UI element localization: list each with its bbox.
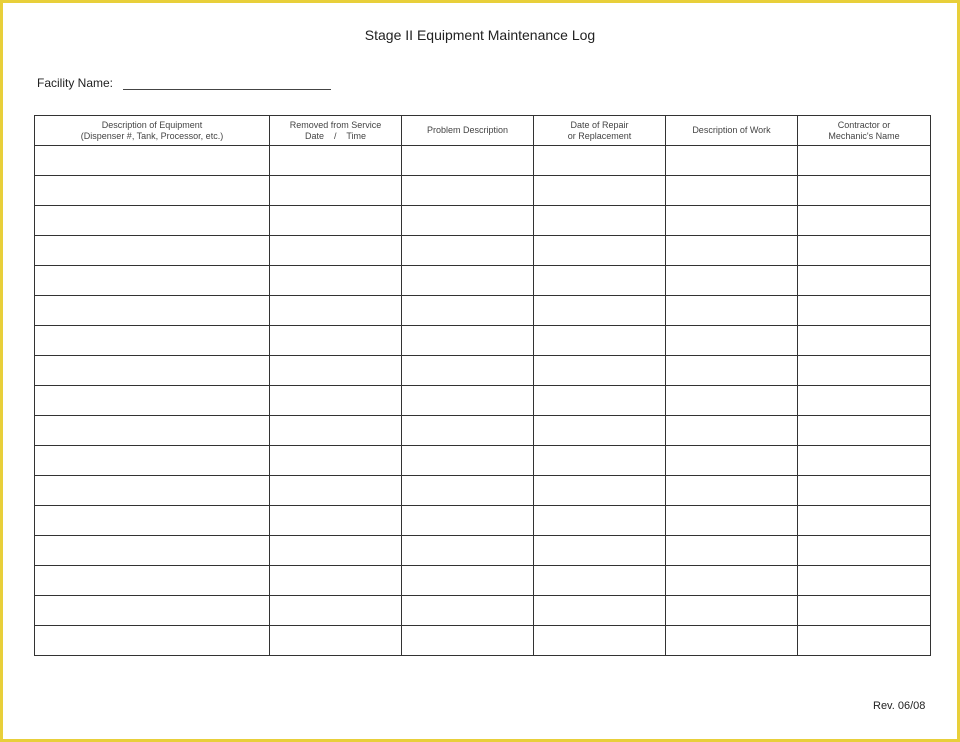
contractor-cell[interactable] (798, 236, 931, 266)
facility-name-blank-line[interactable] (123, 77, 331, 90)
work-cell[interactable] (666, 626, 798, 656)
header-problem-description (402, 116, 534, 146)
removed-cell[interactable] (270, 416, 402, 446)
repair-date-cell[interactable] (534, 206, 666, 236)
removed-cell[interactable] (270, 176, 402, 206)
table-row (35, 356, 931, 386)
contractor-cell[interactable] (798, 506, 931, 536)
problem-cell[interactable] (402, 536, 534, 566)
work-cell[interactable] (666, 266, 798, 296)
header-line: or Replacement (567, 130, 632, 141)
removed-cell[interactable] (270, 236, 402, 266)
work-cell[interactable] (666, 476, 798, 506)
contractor-cell[interactable] (798, 356, 931, 386)
work-cell[interactable] (666, 326, 798, 356)
header-line: Description of Work (692, 125, 771, 135)
header-line: Contractor or (837, 119, 891, 130)
equipment-cell[interactable] (35, 536, 270, 566)
table-row (35, 446, 931, 476)
contractor-cell[interactable] (798, 206, 931, 236)
facility-name-label: Facility Name: (37, 76, 114, 90)
equipment-cell[interactable] (35, 386, 270, 416)
table-row (35, 596, 931, 626)
work-cell[interactable] (666, 146, 798, 176)
repair-date-cell[interactable] (534, 596, 666, 626)
contractor-cell[interactable] (798, 416, 931, 446)
removed-cell[interactable] (270, 296, 402, 326)
removed-cell[interactable] (270, 356, 402, 386)
contractor-cell[interactable] (798, 476, 931, 506)
removed-cell[interactable] (270, 146, 402, 176)
header-equipment-description (35, 116, 270, 146)
problem-cell[interactable] (402, 626, 534, 656)
table-row (35, 146, 931, 176)
equipment-cell[interactable] (35, 476, 270, 506)
table-row (35, 476, 931, 506)
repair-date-cell[interactable] (534, 266, 666, 296)
repair-date-cell[interactable] (534, 506, 666, 536)
repair-date-cell[interactable] (534, 476, 666, 506)
problem-cell[interactable] (402, 326, 534, 356)
contractor-cell[interactable] (798, 536, 931, 566)
facility-name-field (37, 76, 331, 90)
repair-date-cell[interactable] (534, 386, 666, 416)
repair-date-cell[interactable] (534, 626, 666, 656)
equipment-cell[interactable] (35, 596, 270, 626)
table-row (35, 206, 931, 236)
problem-cell[interactable] (402, 356, 534, 386)
removed-cell[interactable] (270, 626, 402, 656)
header-removed-from-service (270, 116, 402, 146)
equipment-cell[interactable] (35, 176, 270, 206)
removed-cell[interactable] (270, 386, 402, 416)
equipment-cell[interactable] (35, 206, 270, 236)
problem-cell[interactable] (402, 146, 534, 176)
contractor-cell[interactable] (798, 446, 931, 476)
equipment-cell[interactable] (35, 266, 270, 296)
removed-cell[interactable] (270, 446, 402, 476)
removed-cell[interactable] (270, 206, 402, 236)
repair-date-cell[interactable] (534, 416, 666, 446)
work-cell[interactable] (666, 176, 798, 206)
removed-cell[interactable] (270, 566, 402, 596)
header-line: Description of Equipment (101, 119, 203, 130)
removed-cell[interactable] (270, 506, 402, 536)
work-cell[interactable] (666, 416, 798, 446)
maintenance-log-table (34, 115, 931, 656)
equipment-cell[interactable] (35, 506, 270, 536)
contractor-cell[interactable] (798, 296, 931, 326)
removed-cell[interactable] (270, 476, 402, 506)
problem-cell[interactable] (402, 416, 534, 446)
equipment-cell[interactable] (35, 626, 270, 656)
header-contractor-name (798, 116, 931, 146)
table-row (35, 236, 931, 266)
revision-label: Rev. 06/08 (873, 700, 926, 712)
contractor-cell[interactable] (798, 596, 931, 626)
table-row (35, 386, 931, 416)
repair-date-cell[interactable] (534, 296, 666, 326)
repair-date-cell[interactable] (534, 326, 666, 356)
repair-date-cell[interactable] (534, 236, 666, 266)
work-cell[interactable] (666, 566, 798, 596)
problem-cell[interactable] (402, 236, 534, 266)
removed-cell[interactable] (270, 326, 402, 356)
table-row (35, 506, 931, 536)
repair-date-cell[interactable] (534, 146, 666, 176)
problem-cell[interactable] (402, 446, 534, 476)
equipment-cell[interactable] (35, 566, 270, 596)
problem-cell[interactable] (402, 206, 534, 236)
equipment-cell[interactable] (35, 236, 270, 266)
work-cell[interactable] (666, 296, 798, 326)
table-row (35, 296, 931, 326)
equipment-cell[interactable] (35, 416, 270, 446)
repair-date-cell[interactable] (534, 176, 666, 206)
equipment-cell[interactable] (35, 146, 270, 176)
table-row (35, 176, 931, 206)
removed-cell[interactable] (270, 596, 402, 626)
problem-cell[interactable] (402, 566, 534, 596)
header-date-of-repair (534, 116, 666, 146)
problem-cell[interactable] (402, 386, 534, 416)
work-cell[interactable] (666, 236, 798, 266)
problem-cell[interactable] (402, 506, 534, 536)
header-line: Mechanic's Name (828, 130, 900, 141)
repair-date-cell[interactable] (534, 356, 666, 386)
work-cell[interactable] (666, 506, 798, 536)
table-row (35, 536, 931, 566)
repair-date-cell[interactable] (534, 446, 666, 476)
contractor-cell[interactable] (798, 386, 931, 416)
removed-cell[interactable] (270, 266, 402, 296)
header-line: Problem Description (426, 125, 509, 135)
repair-date-cell[interactable] (534, 536, 666, 566)
header-line: Removed from Service (289, 119, 382, 130)
work-cell[interactable] (666, 536, 798, 566)
equipment-cell[interactable] (35, 326, 270, 356)
problem-cell[interactable] (402, 596, 534, 626)
contractor-cell[interactable] (798, 266, 931, 296)
table-row (35, 326, 931, 356)
table-row (35, 566, 931, 596)
work-cell[interactable] (666, 446, 798, 476)
contractor-cell[interactable] (798, 326, 931, 356)
page-title: Stage II Equipment Maintenance Log (364, 27, 596, 43)
equipment-cell[interactable] (35, 446, 270, 476)
header-description-of-work (666, 116, 798, 146)
header-line: (Dispenser #, Tank, Processor, etc.) (80, 130, 224, 141)
work-cell[interactable] (666, 386, 798, 416)
work-cell[interactable] (666, 206, 798, 236)
table-row (35, 266, 931, 296)
equipment-cell[interactable] (35, 296, 270, 326)
table-row (35, 626, 931, 656)
table-header-row (35, 116, 931, 146)
contractor-cell[interactable] (798, 176, 931, 206)
repair-date-cell[interactable] (534, 566, 666, 596)
table-row (35, 416, 931, 446)
problem-cell[interactable] (402, 266, 534, 296)
header-line: Date / Time (304, 130, 367, 141)
problem-cell[interactable] (402, 476, 534, 506)
problem-cell[interactable] (402, 176, 534, 206)
header-line: Date of Repair (570, 119, 629, 130)
contractor-cell[interactable] (798, 146, 931, 176)
contractor-cell[interactable] (798, 626, 931, 656)
problem-cell[interactable] (402, 296, 534, 326)
contractor-cell[interactable] (798, 566, 931, 596)
table-body (35, 146, 931, 656)
work-cell[interactable] (666, 596, 798, 626)
work-cell[interactable] (666, 356, 798, 386)
removed-cell[interactable] (270, 536, 402, 566)
equipment-cell[interactable] (35, 356, 270, 386)
